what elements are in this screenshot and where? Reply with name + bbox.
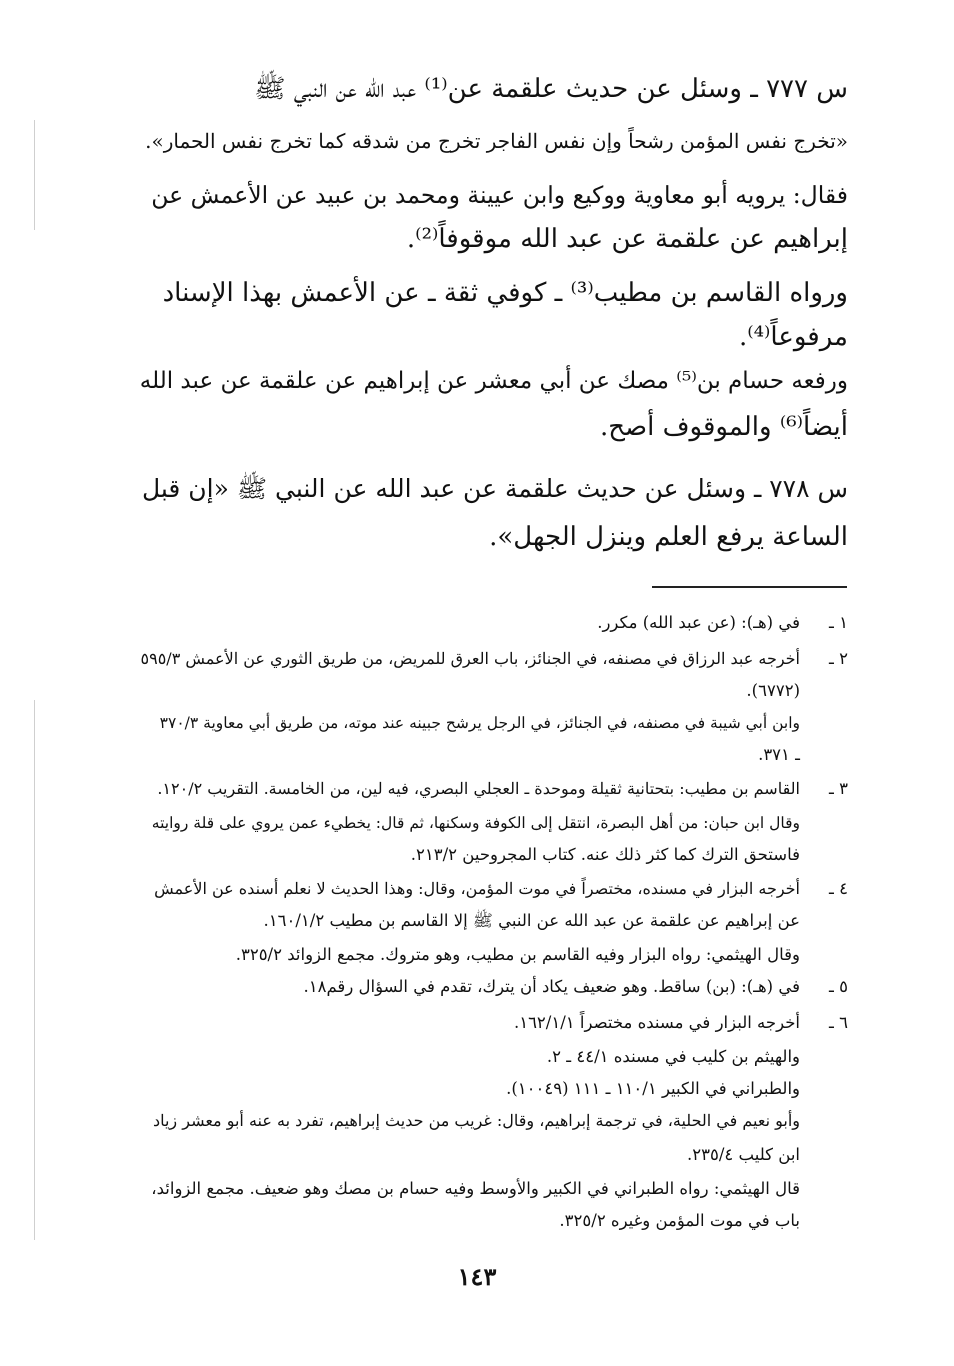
footnote-1-line-1: في (هـ): (عن عبد الله) مكرر. xyxy=(597,613,800,632)
paragraph-2-line-2: مرفوعاً⁽⁴⁾. xyxy=(738,322,848,352)
footnote-5-number: ٥ ـ xyxy=(829,977,848,996)
footnote-2-line-3: وابن أبي شيبة في مصنفه، في الجنائز، في الرجل يرشح جبينه عند موته، من طريق أبي معاوية ٣٧٠/٣ xyxy=(159,714,800,732)
footnote-2-line-4: ـ ٣٧١. xyxy=(758,745,800,764)
scan-margin-line xyxy=(34,120,35,230)
footnote-2-number: ٢ ـ xyxy=(829,649,848,668)
question-778-line-1: س ٧٧٨ ـ وسئل عن حديث علقمة عن عبد الله عن النبي ﷺ «إن قبل xyxy=(141,474,848,503)
paragraph-3-line-1: ورفعه حسام بن⁽⁵⁾ مصك عن أبي معشر عن إبراهيم عن علقمة عن عبد الله xyxy=(139,368,848,394)
footnote-6-number: ٦ ـ xyxy=(829,1013,848,1032)
footnote-4-line-1: أخرجه البزار في مسنده، مختصراً في موت المؤمن، وقال: وهذا الحديث لا نعلم أسنده عن الأعمش xyxy=(154,879,800,898)
footnote-2-line-1: أخرجه عبد الرزاق في مصنفه، في الجنائز، باب العرق للمريض، من طريق الثوري عن الأعمش ٥٩٥/٣ xyxy=(140,649,800,668)
footnote-separator xyxy=(652,586,847,588)
question-778-line-2: الساعة يرفع العلم وينزل الجهل». xyxy=(489,522,848,552)
paragraph-1-line-2: إبراهيم عن علقمة عن عبد الله موقوفاً⁽²⁾. xyxy=(406,224,848,254)
footnote-6-line-6: قال الهيثمي: رواه الطبراني في الكبير والأوسط وفيه حسام بن مصك وهو ضعيف. مجمع الزوائد، xyxy=(151,1179,800,1198)
footnote-6-line-5: ابن كليب ٢٣٥/٤. xyxy=(687,1145,800,1164)
paragraph-3-line-2: أيضاً⁽⁶⁾ والموقوف أصح. xyxy=(599,412,848,442)
footnote-6-line-2: والهيثم بن كليب في مسنده ٤٤/١ ـ ٢. xyxy=(546,1047,800,1066)
footnote-4-number: ٤ ـ xyxy=(829,879,848,898)
footnote-6-line-3: والطبراني في الكبير ١١٠/١ ـ ١١١ (١٠٠٤٩). xyxy=(506,1079,800,1098)
page-number: ١٤٣ xyxy=(457,1262,497,1291)
question-777-line-1: س ٧٧٧ ـ وسئل عن حديث علقمة عن⁽¹⁾ عبد الله عن النبي ﷺ xyxy=(254,74,848,104)
footnote-3-number: ٣ ـ xyxy=(829,779,848,798)
footnote-1-number: ١ ـ xyxy=(829,613,848,632)
question-777-line-2: «تخرج نفس المؤمن رشحاً وإن نفس الفاجر تخرج من شدقه كما تخرج نفس الحمار». xyxy=(145,129,848,153)
footnote-5-line-1: في (هـ): (بن) ساقط. وهو ضعيف يكاد أن يترك، تقدم في السؤال رقم١٨. xyxy=(303,977,800,996)
paragraph-2-line-1: ورواه القاسم بن مطيب⁽³⁾ ـ كوفي ثقة ـ عن الأعمش بهذا الإسناد xyxy=(162,278,848,308)
paragraph-1-line-1: فقال: يرويه أبو معاوية ووكيع وابن عيينة ومحمد بن عبيد عن الأعمش عن xyxy=(151,181,848,209)
footnote-2-line-2: (٦٧٧٢). xyxy=(746,681,800,700)
footnote-4-line-3: وقال الهيثمي: رواه البزار وفيه القاسم بن مطيب، وهو متروك. مجمع الزوائد ٣٢٥/٢. xyxy=(235,945,800,964)
footnote-3-line-2: وقال ابن حبان: من أهل البصرة، انتقل إلى الكوفة وسكنها، ثم قال: يخطيء عمن يروي على قلة روايته xyxy=(151,814,800,832)
footnote-3-line-3: فاستحق الترك كما كثر ذلك عنه. كتاب المجروحين ٢١٣/٢. xyxy=(410,845,800,864)
scan-margin-line xyxy=(34,700,35,1240)
footnote-3-line-1: القاسم بن مطيب: بتحتانية ثقيلة وموحدة ـ العجلي البصري، فيه لين، من الخامسة. التقريب ١٢٠/٢. xyxy=(157,779,800,798)
footnote-6-line-7: باب في موت المؤمن وغيره ٣٢٥/٢. xyxy=(559,1211,800,1230)
footnote-4-line-2: عن إبراهيم عن علقمة عن عبد الله عن النبي ﷺ إلا القاسم بن مطيب ١٦٠/١/٢. xyxy=(263,911,800,930)
footnote-6-line-1: أخرجه البزار في مسنده مختصراً ١٦٢/١/١. xyxy=(513,1013,800,1032)
footnote-6-line-4: وأبو نعيم في الحلية، في ترجمة إبراهيم، وقال: غريب من حديث إبراهيم، تفرد به عنه أبو معشر زياد xyxy=(152,1111,800,1130)
